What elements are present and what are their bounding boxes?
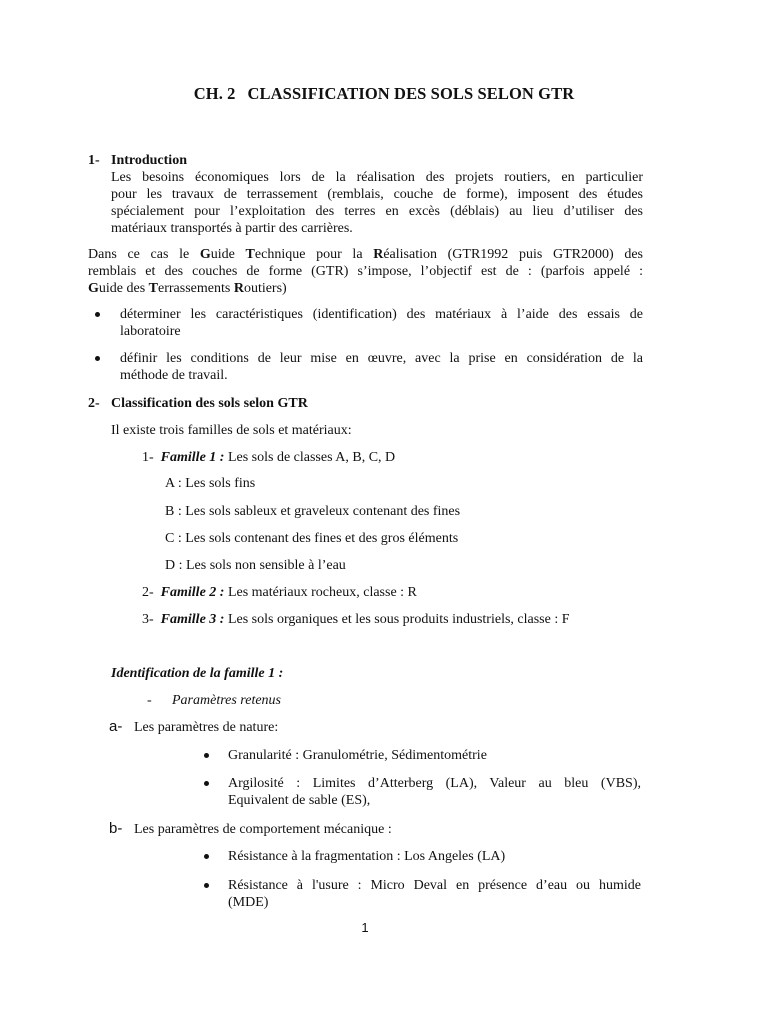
class-b: B : Les sols sableux et graveleux contenant des fines: [165, 504, 461, 519]
chapter-number: CH. 2: [193, 84, 236, 103]
section1-line: matériaux transportés à partir des carrières.: [111, 221, 353, 236]
bullet-icon: [95, 356, 100, 361]
param-a-item: Granularité : Granulométrie, Sédimentométrie: [228, 748, 487, 763]
gtr-paragraph: [88, 246, 643, 297]
param-b-letter: b-: [109, 820, 123, 837]
class-d: D : Les sols non sensible à l’eau: [165, 558, 346, 573]
section1-heading: Introduction: [111, 153, 187, 168]
class-a: A : Les sols fins: [165, 476, 256, 491]
objective-item: définir les conditions de leur mise en œuvre, avec la prise en considération de la méthode de travail.: [120, 351, 643, 383]
param-b-item: Résistance à l'usure : Micro Deval en présence d’eau ou humide (MDE): [228, 878, 641, 910]
section1-paragraph: [111, 169, 643, 237]
param-a-item: Argilosité : Limites d’Atterberg (LA), Valeur au bleu (VBS), Equivalent de sable (ES),: [228, 776, 641, 808]
class-c: C : Les sols contenant des fines et des gros éléments: [165, 531, 459, 546]
gtr-line-3: Guide des Terrassements Routiers): [88, 281, 287, 296]
param-b-text: Les paramètres de comportement mécanique :: [134, 822, 392, 837]
bullet-icon: [204, 781, 209, 786]
bullet-icon: [95, 312, 100, 317]
section1-line: Les besoins économiques lors de la réalisation des projets routiers, en particulier: [111, 170, 643, 185]
section2-number: 2-: [88, 396, 100, 411]
gtr-line-2: remblais et des couches de forme (GTR) s’impose, l’objectif est de : (parfois appelé :: [88, 264, 643, 279]
objective-item: déterminer les caractéristiques (identification) des matériaux à l’aide des essais de laboratoire: [120, 307, 643, 339]
identification-heading: Identification de la famille 1 :: [111, 666, 284, 681]
section1-number: 1-: [88, 153, 100, 168]
chapter-title: CLASSIFICATION DES SOLS SELON GTR: [247, 84, 575, 103]
param-a-text: Les paramètres de nature:: [134, 720, 279, 735]
page-title: [0, 85, 768, 102]
page-number: 1: [361, 920, 369, 935]
famille3-item: 3- Famille 3 : Les sols organiques et les sous produits industriels, classe : F: [142, 612, 570, 627]
params-retenus: Paramètres retenus: [172, 693, 281, 708]
bullet-icon: [204, 883, 209, 888]
section1-line: spécialement pour l’exploitation des terres en excès (déblais) au lieu d’utiliser des: [111, 204, 643, 219]
param-a-letter: a-: [109, 718, 123, 735]
params-dash: -: [147, 693, 152, 708]
famille1-item: 1- Famille 1 : Les sols de classes A, B, C, D: [142, 450, 396, 465]
section1-line: pour les travaux de terrassement (remblais, couche de forme), imposent des études: [111, 187, 643, 202]
section2-intro: Il existe trois familles de sols et matériaux:: [111, 423, 352, 438]
param-b-item: Résistance à la fragmentation : Los Angeles (LA): [228, 849, 506, 864]
bullet-icon: [204, 854, 209, 859]
section2-heading: Classification des sols selon GTR: [111, 396, 308, 411]
famille2-item: 2- Famille 2 : Les matériaux rocheux, classe : R: [142, 585, 417, 600]
bullet-icon: [204, 753, 209, 758]
gtr-line-1: Dans ce cas le Guide Technique pour la Réalisation (GTR1992 puis GTR2000) des: [88, 247, 643, 262]
